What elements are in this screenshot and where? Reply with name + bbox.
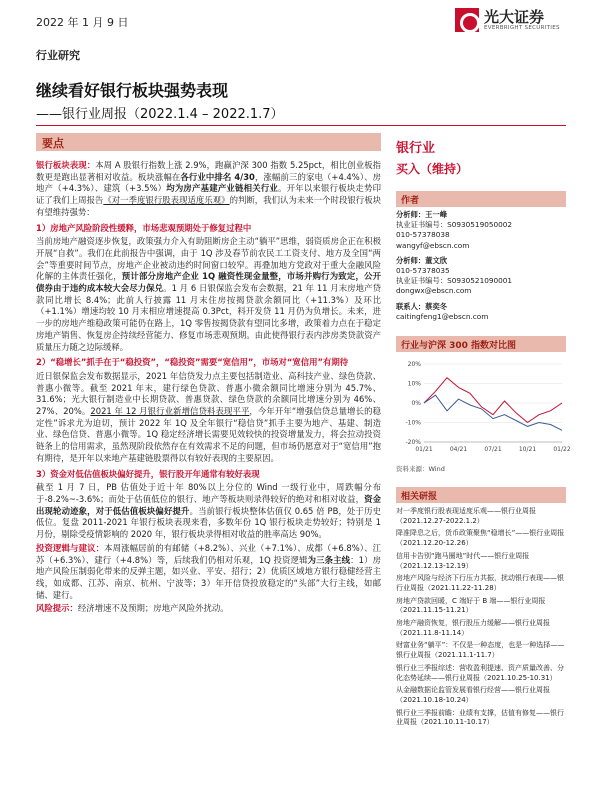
text: 。开年以来银行板块走势印证了我们上周报告 bbox=[36, 183, 381, 206]
text: 本周涨幅居前的有邮储（+8.2%）、兴业（+7.1%）、成都（+6.8%）、江苏（+6.3%）、建行（+4.8%）等，后续我们仍相对乐观，1Q 投资逻辑 bbox=[36, 542, 382, 565]
related-report-item[interactable]: 房地产贷款回暖，C 端好于 B 端——银行业周报（2021.11.15-11.21） bbox=[396, 596, 546, 615]
x-tick-label: 04/21 bbox=[449, 446, 468, 454]
lead-risk: 风险提示： bbox=[36, 603, 78, 614]
related-report-item[interactable]: 财富业务“躺平”：不仅是一种态度，也是一种选择——银行业周报（2021.11.1-11.7） bbox=[396, 641, 565, 660]
paragraph-risk bbox=[36, 603, 381, 615]
text: ：1）房地产风险压制弱化带来的反弹主题，如兴业、平安、招行；2）优质区域地方银行稳健经营主线，如成都、江苏、南京、杭州、宁波等；3）年开信贷投放稳定的“头部”大行主线，如邮储、建行。 bbox=[36, 554, 381, 600]
related-report-item[interactable]: 房地产融资恢复，银行股压力缓解——银行业周报（2021.11.8-11.14） bbox=[396, 619, 550, 637]
industry-name: 银行业 bbox=[396, 141, 436, 156]
related-report-item[interactable]: 银行业三季报前瞻：业绩有支撑，估值有修复——银行业周报（2021.10.11-10.17） bbox=[396, 708, 564, 727]
related-report-item[interactable]: 银行业三季报综述：营收盈利提速、资产质量改善、分化态势延续——银行业周报（2021.10.25-10.31） bbox=[396, 663, 564, 682]
y-tick-label: -20% bbox=[405, 439, 421, 447]
x-tick-label: 01/21 bbox=[415, 446, 433, 454]
analyst-1-name: 分析师：王一峰 bbox=[396, 210, 448, 219]
text-bold: 资金出现轮动迹象，对于低估值板块偏好提升 bbox=[36, 493, 381, 516]
logo-name: 光大证券 bbox=[484, 8, 545, 26]
page-title: 继续看好银行板块强势表现 bbox=[36, 81, 229, 100]
text: 近日银保监会发布数据显示，2021 年信贷发力点主要包括制造业、高科技产业、绿色贷款、普惠小微等。截至 2021 年末，建行绿色贷款、普惠小微余额同比增速分别为 45.7%、31.6%；光大银行制造业中长期贷款、普惠贷款、绿色贷款的余额同比增速分别为 46%、27%、20%。 bbox=[36, 370, 381, 417]
chart-header: 行业与沪深 300 指数对比图 bbox=[396, 336, 566, 352]
text: ，今年开年“增强信贷总量增长的稳定性”诉求尤为迫切，预计 2022 年 1Q 及全年银行“稳信贷”抓手主要为地产、基建、制造业、绿色信贷、普惠小微等。1Q 稳定经济增长需要见效较快的投资增量发力，将会拉动投资链条上的信用需求，虽然现阶段依然存在有效需求不足的问题，但市场仍愿意对于“宽信用”抱有期待，是开年以来地产基建链股票得以有较好表现的主要原因。 bbox=[36, 406, 381, 463]
text: 本周 A 股银行指数上涨 2.9%，跑赢沪深 300 指数 5.25pct，相比创业板指数更是跑出显著相对收益。板块涨幅在 bbox=[36, 160, 381, 182]
paragraph-valuation bbox=[36, 482, 381, 541]
analyst-2-phone: 010-57378035 bbox=[396, 266, 450, 276]
x-tick-label: 07/21 bbox=[484, 446, 502, 454]
rating: 买入（维持） bbox=[396, 162, 469, 176]
contact-email[interactable]: caitingfeng1@ebscn.com bbox=[396, 311, 489, 321]
related-report-item[interactable]: 信用卡告别“跑马圈地”时代——银行业周报（2021.12.13-12.19） bbox=[396, 551, 530, 570]
paragraph-credit bbox=[36, 371, 381, 465]
heading-2: 2）“稳增长”抓手在于“稳投资”，“稳投资”需要“宽信用”，市场对“宽信用”有期待 bbox=[36, 357, 349, 368]
chart-source: 资料来源：Wind bbox=[396, 465, 445, 474]
related-report-item[interactable]: 降准降息之后，货币政策聚焦“稳增长”——银行业周报（2021.12.20-12.26） bbox=[396, 529, 565, 548]
authors-block bbox=[396, 210, 566, 322]
x-tick-label: 10/21 bbox=[518, 446, 537, 454]
key-points-header bbox=[36, 133, 381, 151]
text-bold: 各行业中排名 4/30 bbox=[180, 171, 255, 182]
page-subtitle: ——银行业周报（2022.1.4 – 2022.1.7） bbox=[36, 107, 284, 122]
authors-header: 作者 bbox=[396, 191, 566, 207]
logo bbox=[455, 8, 560, 32]
main-body bbox=[36, 160, 381, 617]
paragraph-performance bbox=[36, 160, 381, 219]
text-underlined: 2021 年 12 月银行业新增信贷料表现平平 bbox=[90, 406, 250, 417]
section-label: 行业研究 bbox=[36, 49, 80, 62]
related-reports-list bbox=[396, 507, 566, 728]
related-reports-header: 相关研报 bbox=[396, 487, 566, 503]
lead-investment: 投资逻辑与建议： bbox=[36, 542, 105, 553]
contact-name: 联系人：蔡奕冬 bbox=[396, 301, 448, 311]
analyst-2-name: 分析师：董文欣 bbox=[396, 255, 448, 265]
analyst-1-email[interactable]: wangyf@ebscn.com bbox=[396, 240, 470, 250]
text-bold: 预计部分房地产企业 1Q 融资性现金量整，市场并购行为致定，公开债券由于违约成本较大会尽力保兑 bbox=[36, 271, 381, 294]
report-date: 2022 年 1 月 9 日 bbox=[36, 16, 129, 29]
text: ，涨幅前三的家电（+4.4%）、房地产（+4.3%）、建筑（+3.5%） bbox=[36, 171, 381, 194]
lead-performance: 银行板块表现： bbox=[36, 160, 96, 170]
x-tick-label: 01/22 bbox=[553, 446, 571, 454]
y-tick-label: 10% bbox=[407, 380, 421, 388]
text: 当前房地产融资逐步恢复，政策强力介入有助阻断房企主动“躺平”思维，弱资质房企正在积极开展“自救”。我们在此前报告中强调，由于 1Q 涉及春节前农民工工资支付、地方及全国“两会”等重要时间节点，房地产企业被动违约时间窗口较窄。再叠加地方党政对于重大金融风险化解的主体责任强化， bbox=[36, 236, 381, 282]
related-report-item[interactable]: 从金融数据论监管发展看银行经营——银行业周报（2021.10.18-10.24） bbox=[396, 686, 550, 704]
paragraph-investment bbox=[36, 543, 381, 602]
heading-1: 1）房地产风险阶段性缓释，市场悲观预期处于修复过程中 bbox=[36, 222, 252, 233]
related-report-item[interactable]: 房地产风险与经济下行压力共振，扰动银行表现——银行业周报（2021.11.22-11.28） bbox=[396, 574, 564, 592]
heading-3: 3）资金对低估值板块偏好提升，银行股开年通常有较好表现 bbox=[36, 468, 260, 479]
text-bold: 均为房产基建产业链相关行业 bbox=[166, 183, 279, 194]
series-line-csi300 bbox=[424, 395, 562, 430]
related-report-item[interactable]: 对一季度银行股表现适度乐观——银行业周报（2021.12.27-2022.1.2） bbox=[396, 507, 536, 525]
text-bold: 为三条主线 bbox=[307, 554, 351, 565]
everbright-logo-icon bbox=[455, 8, 479, 32]
title-divider bbox=[36, 125, 566, 126]
paragraph-realestate bbox=[36, 236, 381, 353]
index-comparison-chart bbox=[396, 358, 571, 458]
logo-english-name: EVERBRIGHT SECURITIES bbox=[484, 25, 560, 31]
analyst-1-phone: 010-57378038 bbox=[396, 230, 450, 240]
y-tick-label: 0% bbox=[411, 400, 421, 408]
y-tick-label: 20% bbox=[407, 361, 421, 369]
y-tick-label: -10% bbox=[405, 419, 421, 427]
text: 的判断，我们认为未来一个时段银行板块有望维持强势： bbox=[36, 195, 382, 217]
series-line-bank bbox=[424, 378, 562, 423]
text: 。1 月 6 日银保监会发布会数据，21 年 11 月末房地产贷款同比增长 8.4%；此前人行披露 11 月末住房按揭贷款余额同比（+11.3%）及环比（+1.1%）增速均较 10 月末相应增速提高 0.3Pct，料开发贷 11 月仍为负增长。未来，进一步的房地产维稳政策可能仍在路上，1Q 零售按揭贷款有望同比多增，政策着力点在于稳定房地产销售、恢复房企持续经营能力、修复市场悲观预期。由此使得银行表内涉房类贷款资产质量压力随之边际缓释。 bbox=[36, 283, 382, 352]
text: 。当前银行板块整体估值仅 0.65 倍 PB，处于历史低位。复盘 2011-2021 年银行板块表现来看，多数年份 1Q 银行板块走势较好；特别是 1 月份，剔除受疫情影响的 2020 年，银行板块录得相对收益的胜率高达 90%。 bbox=[36, 505, 381, 540]
sidebar bbox=[396, 133, 571, 731]
analyst-1-cert: 执业证书编号：S0930519050002 bbox=[396, 220, 513, 230]
text: 经济增速不及预期；房地产风险外扰动。 bbox=[77, 603, 229, 614]
analyst-2-cert: 执业证书编号：S0930521090001 bbox=[396, 276, 513, 286]
analyst-2-email[interactable]: dongwx@ebscn.com bbox=[396, 286, 472, 296]
report-link[interactable]: 《对一季度银行股表现适度乐观》 bbox=[103, 195, 230, 206]
key-points-label: 要点 bbox=[42, 137, 64, 150]
text: 截至 1 月 7 日，PB 估值处于近十年 80%以上分位的 Wind 一级行业中，周跌幅分布于-8.2%~-3.6%；而处于估值低位的银行、地产等板块则录得较好的绝对和相对收益， bbox=[36, 482, 381, 504]
